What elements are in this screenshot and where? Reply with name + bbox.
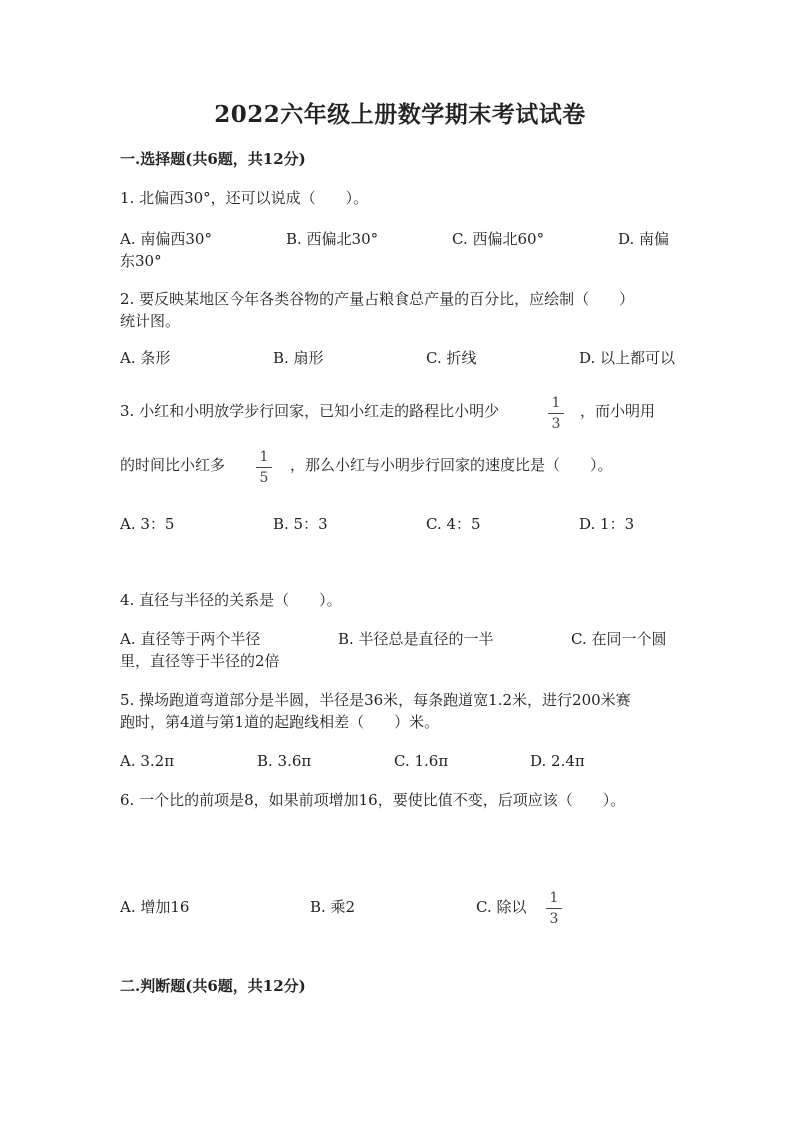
q3-option-c: C. 4：5 — [426, 515, 481, 533]
q6-stem: 6. 一个比的前项是8，如果前项增加16，要使比值不变，后项应该（ ）。 — [120, 791, 626, 809]
q2-stem-line1: 2. 要反映某地区今年各类谷物的产量占粮食总产量的百分比，应绘制（ ） — [120, 290, 635, 308]
q2-option-c: C. 折线 — [426, 349, 477, 367]
q6-fraction-bar — [546, 908, 562, 909]
q6-option-c: C. 除以 — [476, 898, 527, 916]
exam-title: 2022六年级上册数学期末考试试卷 — [214, 101, 586, 128]
q5-stem-line1: 5. 操场跑道弯道部分是半圆，半径是36米，每条跑道宽1.2米，进行200米赛 — [120, 691, 631, 709]
q2-option-b: B. 扇形 — [273, 349, 324, 367]
q4-stem: 4. 直径与半径的关系是（ ）。 — [120, 591, 342, 609]
q3-stem-line1a: 3. 小红和小明放学步行回家，已知小红走的路程比小明少 — [120, 402, 500, 420]
q5-option-b: B. 3.6π — [257, 752, 312, 770]
q4-option-c: C. 在同一个圆 — [571, 630, 667, 648]
q3-option-a: A. 3：5 — [120, 515, 175, 533]
q3-fraction-1-bar — [548, 413, 564, 414]
q3-option-b: B. 5：3 — [273, 515, 328, 533]
q4-option-a: A. 直径等于两个半径 — [120, 630, 261, 648]
q6-fraction — [544, 890, 564, 927]
q1-option-d: D. 南偏 — [618, 230, 670, 248]
q4-option-b: B. 半径总是直径的一半 — [338, 630, 494, 648]
q2-stem-line2: 统计图。 — [120, 312, 181, 330]
section-2-heading: 二.判断题(共6题，共12分) — [120, 977, 306, 995]
q1-option-a: A. 南偏西30° — [120, 230, 212, 248]
q6-option-b: B. 乘2 — [310, 898, 356, 916]
q3-fraction-2-denominator: 5 — [259, 470, 269, 486]
q1-option-c: C. 西偏北60° — [452, 230, 545, 248]
q3-stem-line2b: ，那么小红与小明步行回家的速度比是（ ）。 — [290, 456, 613, 474]
q3-stem-line1b: ，而小明用 — [580, 402, 656, 420]
q1-option-d-cont: 东30° — [120, 252, 162, 270]
q2-option-a: A. 条形 — [120, 349, 171, 367]
q3-fraction-1-numerator: 1 — [551, 395, 561, 411]
q3-fraction-1 — [546, 395, 566, 432]
q1-stem: 1. 北偏西30°，还可以说成（ ）。 — [120, 189, 369, 207]
q3-fraction-1-denominator: 3 — [551, 416, 561, 432]
q4-option-c-cont: 里，直径等于半径的2倍 — [120, 652, 280, 670]
section-1-heading: 一.选择题(共6题，共12分) — [120, 150, 306, 168]
q5-option-d: D. 2.4π — [530, 752, 585, 770]
q5-stem-line2: 跑时，第4道与第1道的起跑线相差（ ）米。 — [120, 713, 440, 731]
q3-fraction-2-bar — [256, 467, 272, 468]
q3-fraction-2 — [254, 449, 274, 486]
q6-fraction-denominator: 3 — [549, 911, 559, 927]
q6-fraction-numerator: 1 — [549, 890, 559, 906]
q3-stem-line2a: 的时间比小红多 — [120, 456, 226, 474]
q3-fraction-2-numerator: 1 — [259, 449, 269, 465]
q3-option-d: D. 1：3 — [579, 515, 635, 533]
q6-option-a: A. 增加16 — [120, 898, 190, 916]
q5-option-a: A. 3.2π — [120, 752, 175, 770]
q5-option-c: C. 1.6π — [394, 752, 449, 770]
q1-option-b: B. 西偏北30° — [286, 230, 379, 248]
q2-option-d: D. 以上都可以 — [579, 349, 676, 367]
